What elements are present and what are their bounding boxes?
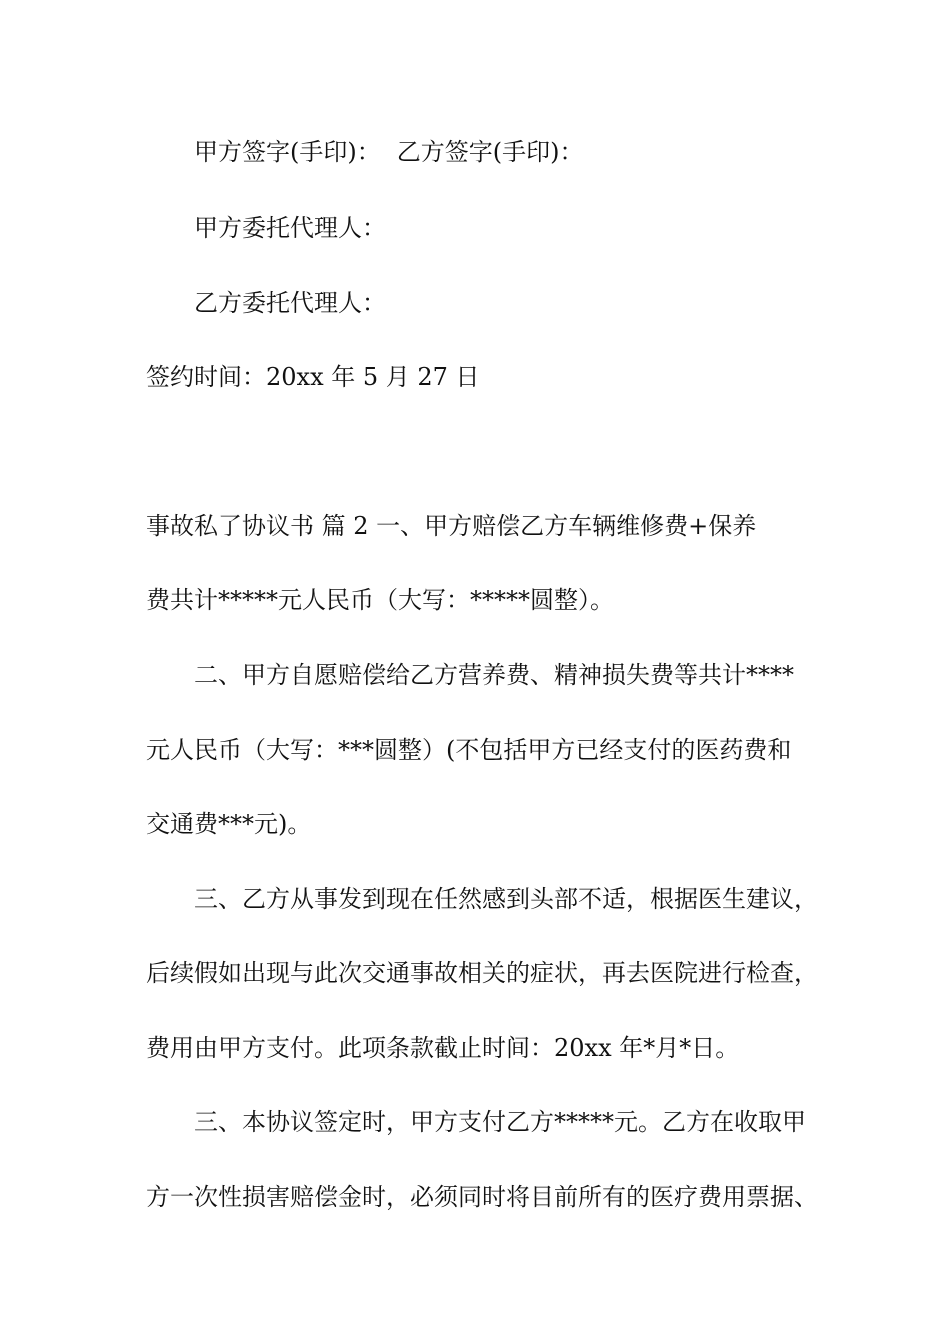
agreement-line-6: 三、乙方从事发到现在任然感到头部不适，根据医生建议， [194, 885, 818, 913]
party-a-agent-label: 甲方委托代理人： [194, 214, 386, 242]
party-a-signature-label: 甲方签字(手印)： [194, 138, 381, 166]
agreement-line-7: 后续假如出现与此次交通事故相关的症状，再去医院进行检查， [146, 959, 818, 987]
party-b-signature-label: 乙方签字(手印)： [396, 138, 584, 166]
party-b-agent-label: 乙方委托代理人： [194, 289, 386, 317]
party-a-signature-line [194, 136, 583, 168]
agreement-line-10: 方一次性损害赔偿金时，必须同时将目前所有的医疗费用票据、 [146, 1183, 818, 1211]
agreement-line-9: 三、本协议签定时，甲方支付乙方*****元。乙方在收取甲 [194, 1108, 806, 1136]
agreement-line-8: 费用由甲方支付。此项条款截止时间：20xx 年*月*日。 [146, 1034, 740, 1062]
agreement-line-5: 交通费***元)。 [146, 810, 312, 838]
agreement-line-4: 元人民币（大写：***圆整）(不包括甲方已经支付的医药费和 [146, 736, 792, 764]
agreement-line-2: 费共计*****元人民币（大写：*****圆整）。 [146, 586, 614, 614]
agreement-line-1: 事故私了协议书 篇 2 一、甲方赔偿乙方车辆维修费+保养 [146, 512, 757, 540]
agreement-line-3: 二、甲方自愿赔偿给乙方营养费、精神损失费等共计**** [194, 661, 794, 689]
sign-date-label: 签约时间：20xx 年 5 月 27 日 [146, 363, 480, 391]
